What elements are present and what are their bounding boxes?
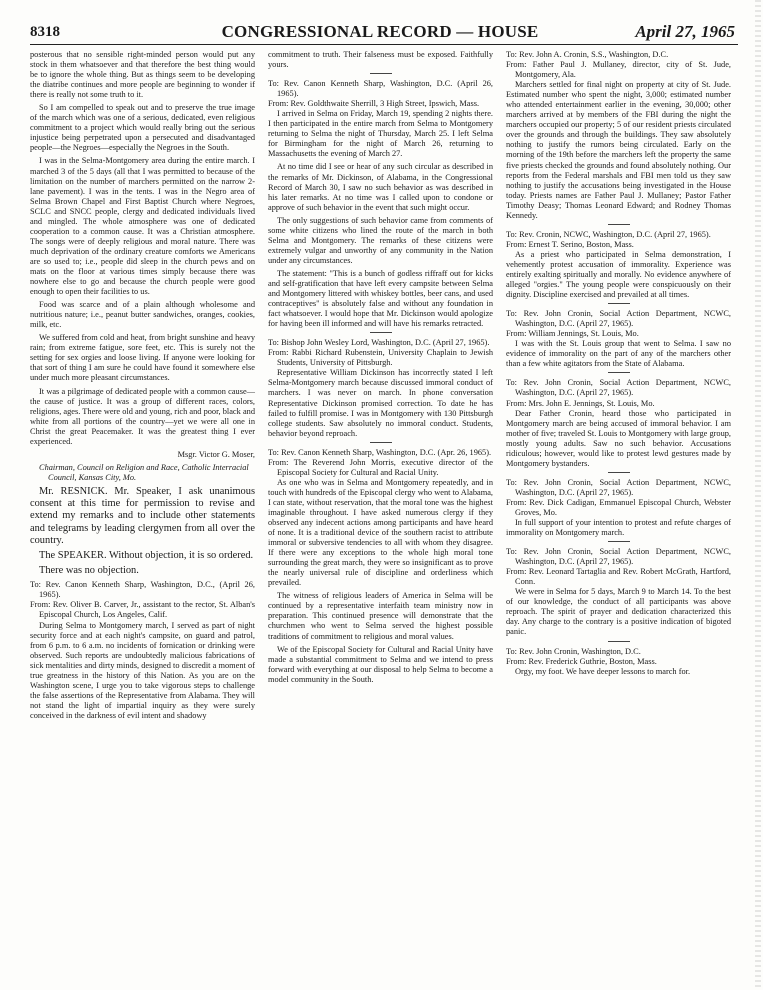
section-separator [608, 303, 630, 304]
telegram-header: To: Rev. John Cronin, Social Action Department, NCWC, Washington, D.C. (April 27, 1965). [506, 477, 731, 497]
telegram-header: To: Rev. Canon Kenneth Sharp, Washington, D.C. (Apr. 26, 1965). [268, 447, 492, 457]
paragraph: I was in the Selma-Montgomery area during the entire march. I marched 3 of the 5 days (all that I was permitted to because of the limitation on the number of marchers permitted on the narrow 2-lane pavement). I was in the tents. I was in the Negro area of Selma Brown Chapel and First Baptist Church where Negroes, SCLC and SNCC people, clergy and dedicated individuals lived and mingled. The whole atmosphere was one of dedicated cooperation to a common cause. It was a Christian atmosphere. The songs were of deeply religious and moral nature. There was much deprivation of the ordinary creature comforts we Americans are so used to; i.e., people did sleep in the church pews and on mats on the floor at various times simply because there was nowhere else to go and because the church people were good enough to open their facilities to us. [30, 156, 255, 297]
telegram-header: To: Rev. John Cronin, Social Action Department, NCWC, Washington, D.C. (April 27, 1965). [506, 309, 731, 329]
section-separator [608, 641, 630, 642]
issue-date: April 27, 1965 [635, 22, 735, 41]
telegram-header: From: The Reverend John Morris, executive director of the Episcopal Society for Cultural and Racial Unity. [268, 457, 493, 477]
paragraph: We suffered from cold and heat, from bright sunshine and heavy rain; from extreme fatigue, sore feet, etc. This is surely not the setting for sex orgies and loose living. If anyone were looking for that sort of thing I am sure he could have found it somewhere else under much more pleasant circumstances. [30, 333, 255, 383]
paragraph: We of the Episcopal Society for Cultural and Racial Unity have made a substantial commitment to Selma and we intend to press forward with everything at our disposal to help Selma to become a model community in the South. [268, 644, 493, 684]
paragraph: The only suggestions of such behavior came from comments of some white citizens who lined the route of the march in both Selma and Montgomery. The remarks of these citizens were extremely vulgar and unworthy of any community in the Nation under any circumstances. [268, 215, 493, 265]
paragraph: We were in Selma for 5 days, March 9 to March 14. To the best of our knowledge, the conduct of all participants was above reproach. The spirit of prayer and dedication characterized this day. Any charge to the contrary is a positive indication of bigoted panic. [506, 587, 731, 637]
telegram-header: To: Rev. John Cronin, Washington, D.C. [506, 646, 641, 656]
telegram-header: From: Rabbi Richard Rubenstein, University Chaplain to Jewish Students, University of Pittsburgh. [268, 348, 493, 368]
paragraph: As one who was in Selma and Montgomery repeatedly, and in touch with hundreds of the Episcopal clergy who went to Alabama, I can state, without reservation, that the moral tone was the highest imaginable throughout. I have asked numerous clergy if they observed any indecent actions among participants and have heard of none. It is a traditional device of the southern racist to attribute immoral or subversive tendencies to all with whom they disagree. If there were any exceptions to the whole high moral tone surrounding the great march, they were so insignificant as to prove the nearly universal rule of discipline and orderliness which prevailed. [268, 477, 493, 588]
paragraph: At no time did I see or hear of any such circular as described in the remarks of Mr. Dickinson, of Alabama, in the Congressional Record of March 30, I saw no such behavior as was described in his later remarks. At no time was I called upon to condone or approve of such behavior in the event that such might occur. [268, 162, 493, 212]
signatory-title: Chairman, Council on Religion and Race, Catholic Interracial Council, Kansas City, Mo. [39, 462, 249, 482]
page-number: 8318 [30, 24, 60, 40]
proceedings-paragraph: Mr. RESNICK. Mr. Speaker, I ask unanimous consent at this time for permission to revise and extend my remarks and to include other statements and telegrams by leading clergymen from all over the country. [30, 485, 255, 546]
telegram-header: From: Rev. Dick Cadigan, Emmanuel Episcopal Church, Webster Groves, Mo. [506, 497, 731, 517]
paragraph: In full support of your intention to protest and refute charges of immorality on Montgomery march. [506, 518, 731, 538]
proceedings-paragraph: There was no objection. [39, 565, 139, 577]
telegram-header: To: Rev. John A. Cronin, S.S., Washington, D.C. [506, 50, 669, 59]
paragraph: The statement: "This is a bunch of godless riffraff out for kicks and self-gratification that have left every campsite between Selma and Montgomery littered with whiskey bottles, beer cans, and used contraceptives" is absolutely false and without any foundation in fact whatsoever. I would hope that Mr. Dickinson would apologize for having been ill informed and will have his remarks retracted. [268, 268, 493, 329]
paragraph: It was a pilgrimage of dedicated people with a common cause—the cause of justice. It was a group of different races, colors, religions, ages. There were old and young, rich and poor, black and white from all portions of the country—yet we were all one in Christ the great Peacemaker. It was the greatest thing I ever experienced. [30, 386, 255, 446]
text-column-3 [506, 50, 731, 680]
telegram-header: From: Rev. Goldthwaite Sherrill, 3 High Street, Ipswich, Mass. [268, 99, 480, 109]
paragraph: commitment to truth. Their falseness must be exposed. Faithfully yours. [268, 50, 493, 70]
publication-title: CONGRESSIONAL RECORD — HOUSE [221, 22, 539, 41]
section-separator [608, 472, 630, 473]
paragraph: So I am compelled to speak out and to preserve the true image of the march which was one of a serious, dedicated, even religious commitment to a project which would really bring out the serious injustice being perpetrated upon a persecuted and disadvantaged people—the Negroes—especially the Negroes in the South. [30, 103, 255, 153]
header-rule [30, 44, 738, 45]
telegram-header: To: Rev. Canon Kenneth Sharp, Washington, D.C., (April 26, 1965). [30, 580, 255, 600]
paragraph: During Selma to Montgomery march, I served as part of night security force and at each night's campsite, on guard and patrol, from 6 p.m. to 6 a.m. no incidents of fornication or drinking were observed. Such reports are undoubtedly malicious fabrications of sick mentalities and dirty minds, designed to discredit a moment of true greatness in the history of this Nation. As you are on the Washington scene, I urge you to take vigorous steps to challenge the false assertions of the Representative from Alabama. They will not stand the light of impartial inquiry as they were surely conceived in the darkness of evil intent and shadowy [30, 620, 255, 720]
text-column-2 [268, 50, 493, 688]
paragraph: posterous that no sensible right-minded person would put any stock in them whatsoever and that therefore the best thing would be to ignore the whole thing. But as things seem to be developing the diatribe continues and more people are beginning to wonder if there is really not some truth to it. [30, 50, 255, 100]
section-separator [370, 332, 392, 333]
telegram-header: From: Mrs. John E. Jennings, St. Louis, Mo. [506, 398, 655, 408]
paragraph: The witness of religious leaders of America in Selma will be continued by a representative interfaith team ministry now in preparation. This continued presence will demonstrate that the churchmen who went to Selma served the highest possible traditions of commitment to religious and moral values. [268, 591, 493, 641]
telegram-header: From: Rev. Leonard Tartaglia and Rev. Robert McGrath, Hartford, Conn. [506, 567, 731, 587]
telegram-header: To: Bishop John Wesley Lord, Washington, D.C. (April 27, 1965). [268, 338, 490, 348]
paragraph: Orgy, my foot. We have deeper lessons to march for. [515, 666, 691, 676]
section-separator [370, 442, 392, 443]
paragraph: I arrived in Selma on Friday, March 19, spending 2 nights there. I then participated in the entire march from Selma to Montgomery returning to Selma the night of Thursday, March 25. I left Selma for Birmingham for the night of March 26, returning to Massachusetts the evening of March 27. [268, 109, 493, 159]
section-separator [608, 224, 630, 225]
text-column-1 [30, 50, 255, 724]
paragraph: Food was scarce and of a plain although wholesome and nutritious nature; i.e., peanut butter sandwiches, oranges, cookies, milk, etc. [30, 300, 255, 330]
page-header [0, 20, 763, 46]
telegram-header: To: Rev. Canon Kenneth Sharp, Washington, D.C. (April 26, 1965). [268, 79, 493, 99]
telegram-header: From: Father Paul J. Mullaney, director, city of St. Jude, Montgomery, Ala. [506, 60, 731, 80]
scan-edge [755, 0, 761, 990]
section-separator [608, 541, 630, 542]
proceedings-paragraph: The SPEAKER. Without objection, it is so ordered. [39, 549, 254, 561]
signature: Msgr. Victor G. Moser, [177, 449, 255, 459]
paragraph: Dear Father Cronin, heard those who participated in Montgomery march are being accused of immoral behavior. I am mother of five; traveled St. Louis to Montgomery with large group, mostly young adults. Saw no such behavior. Accusations ridiculous; however, would like to protest lewd gestures made by Montgomery bystanders. [506, 408, 731, 468]
paragraph: Representative William Dickinson has incorrectly stated I left Selma-Montgomery march because discussed immoral conduct of marchers. I was never on march. In phone conversation Representative Dickinson promised correction. To date he has failed to fulfill promise. I was in Montgomery with 130 Pittsburgh college students. Saw absolutely no immoral conduct. Students, behavior beyond reproach. [268, 368, 493, 438]
paragraph: I was with the St. Louis group that went to Selma. I saw no evidence of immorality on the part of any of the marchers other than a few white agitators from the State of Alabama. [506, 339, 731, 369]
telegram-header: From: William Jennings, St. Louis, Mo. [506, 329, 639, 339]
telegram-header: To: Rev. Cronin, NCWC, Washington, D.C. (April 27, 1965). [506, 229, 711, 239]
telegram-header: To: Rev. John Cronin, Social Action Department, NCWC, Washington, D.C. (April 27, 1965). [506, 378, 731, 398]
telegram-header: From: Rev. Oliver B. Carver, Jr., assistant to the rector, St. Alban's Episcopal Church, Los Angeles, Calif. [30, 600, 255, 620]
telegram-header: To: Rev. John Cronin, Social Action Department, NCWC, Washington, D.C. (April 27, 1965). [506, 547, 731, 567]
telegram-header: From: Ernest T. Serino, Boston, Mass. [506, 239, 634, 249]
section-separator [370, 73, 392, 74]
section-separator [608, 372, 630, 373]
paragraph: Marchers settled for final night on property at city of St. Jude. Estimated number who spent the night, 3,000; estimated number who attended entertainment earlier in the evening, 30,000; other marchers arrived at by members of the FBI during the night the marchers occupied our property; 5 of our resident priests circulated over the grounds and through the buildings. They saw absolutely nothing to justify the rumors being circulated. Early on the morning of the 19th before the marchers left the property the same five priests checked the grounds and found absolutely nothing. Our reports from the Federal marshals and FBI men told us they saw nothing to justify the accusations being investigated in the House today. Priests names are Father Paul J. Mullaney; Pastor Father Timothy Deasy; Thomas Leonard Edward; and Rodney Thomas Kennedy. [506, 80, 731, 220]
paragraph: As a priest who participated in Selma demonstration, I vehemently protest accusation of immorality. Experience was entirely exalting spiritually and morally. No evidence anywhere of alleged "orgies." The young people were conspicuously on their dignity. Discipline exercised and prevailed at all times. [506, 249, 731, 300]
telegram-header: From: Rev. Frederick Guthrie, Boston, Mass. [506, 656, 657, 666]
